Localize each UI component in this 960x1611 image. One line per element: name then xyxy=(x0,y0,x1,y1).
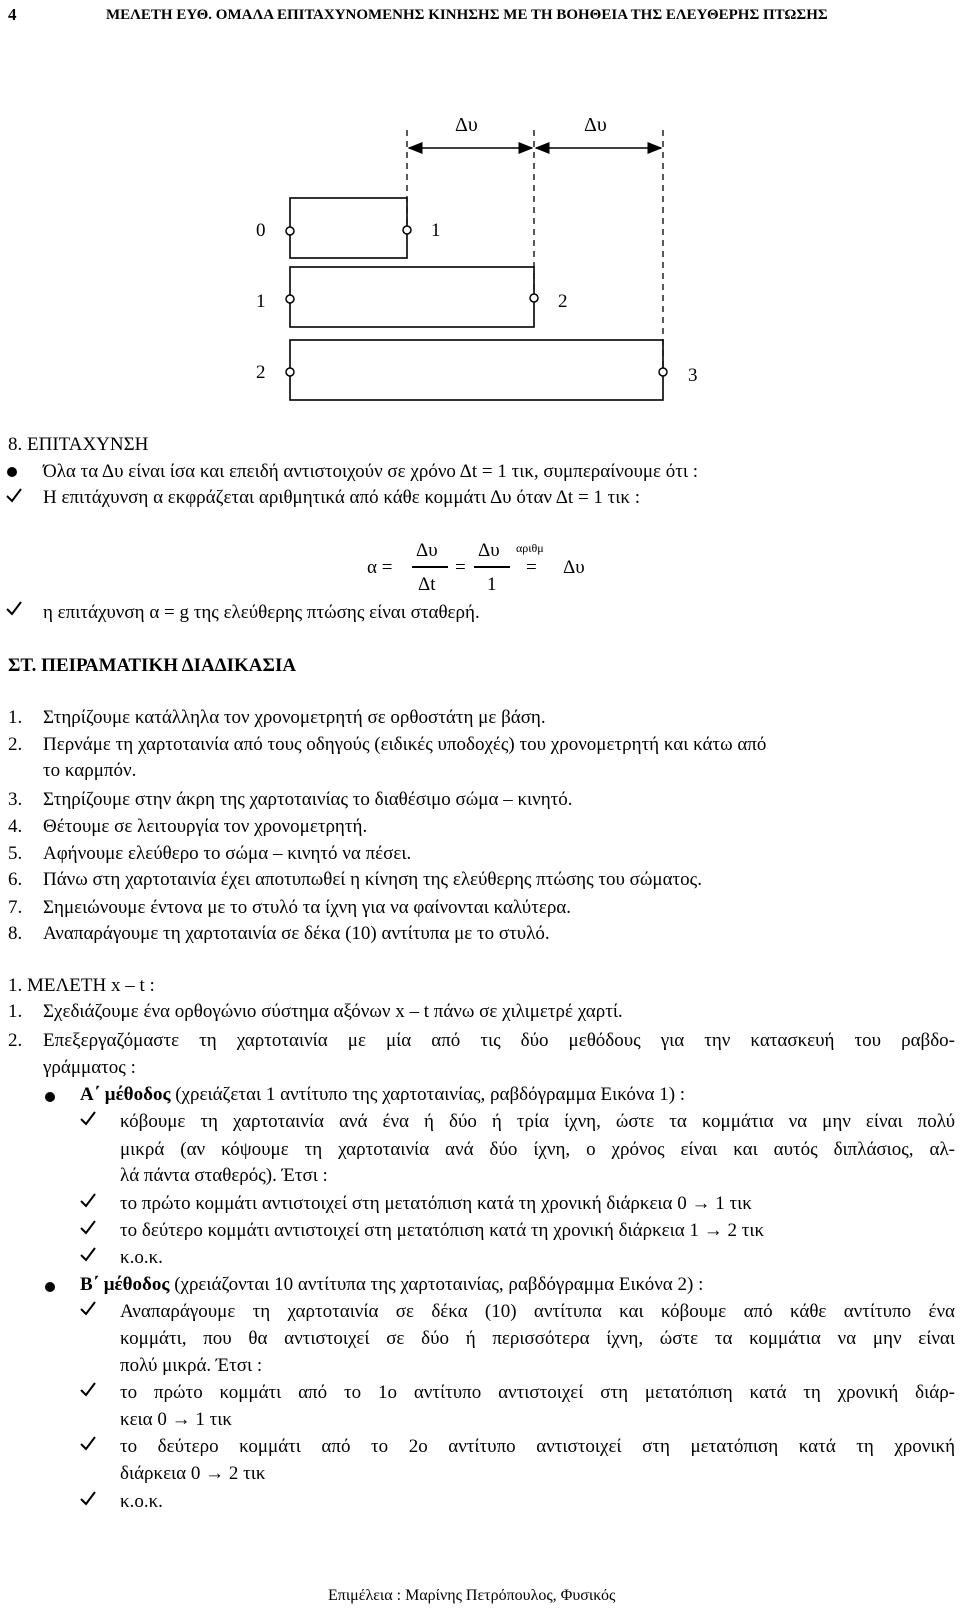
method-b-title: Β΄ μέθοδος xyxy=(80,1274,170,1295)
section-heading: ΣΤ. ΠΕΙΡΑΜΑΤΙΚΗ ΔΙΑΔΙΚΑΣΙΑ xyxy=(8,655,297,676)
method-a-text: το δεύτερο κομμάτι αντιστοιχεί στη μετατόπιση κατά τη χρονική διάρκεια 1 → 2 τικ xyxy=(120,1220,765,1241)
tape-diagram xyxy=(0,0,960,410)
step-text: Σημειώνουμε έντονα με το στυλό τα ίχνη για να φαίνονται καλύτερα. xyxy=(43,897,572,918)
item-number: 2. xyxy=(8,1030,23,1051)
formula-eq-label: αριθμ xyxy=(516,541,544,555)
tape-piece-3 xyxy=(290,340,663,400)
page-number: 4 xyxy=(8,5,17,24)
method-b-text: πολύ μικρά. Έτσι : xyxy=(120,1355,263,1376)
step-text: Στηρίζουμε στην άκρη της χαρτοταινίας το διαθέσιμο σώμα – κινητό. xyxy=(43,789,573,810)
tick-mark xyxy=(286,227,294,235)
method-b-text: Αναπαράγουμε τη χαρτοταινία σε δέκα (10) αντίτυπα και κόβουμε από κάθε αντίτυπο ένα xyxy=(120,1301,955,1322)
step-number: 6. xyxy=(8,869,23,890)
check-icon xyxy=(80,1490,96,1506)
check-icon xyxy=(80,1300,96,1316)
section-heading: 8. ΕΠΙΤΑΧΥΝΣΗ xyxy=(8,434,149,455)
delta-label: Δυ xyxy=(584,114,607,136)
paragraph: Η επιτάχυνση α εκφράζεται αριθμητικά από κάθε κομμάτι Δυ όταν Δt = 1 τικ : xyxy=(43,487,641,508)
method-b-text: το πρώτο κομμάτι από το 1ο αντίτυπο αντιστοιχεί στη μετατόπιση κατά τη χρονική διάρ- xyxy=(120,1382,955,1403)
item-number: 1. xyxy=(8,1001,23,1022)
method-a-text: μικρά (αν κόψουμε τη χαρτοταινία ανά δύο ίχνη, ο χρόνος είναι και αυτός διπλάσιος, αλ- xyxy=(120,1139,955,1160)
step-text: Στηρίζουμε κατάλληλα τον χρονομετρητή σε ορθοστάτη με βάση. xyxy=(43,707,546,728)
bullet-icon xyxy=(45,1282,55,1292)
method-b-text: το δεύτερο κομμάτι από το 2ο αντίτυπο αντιστοιχεί στη μετατόπιση κατά τη χρονική xyxy=(120,1436,955,1457)
formula-rhs: Δυ xyxy=(563,557,585,578)
step-text: Περνάμε τη χαρτοταινία από τους οδηγούς (ειδικές υποδοχές) του χρονομετρητή και κάτω από xyxy=(43,734,767,755)
method-a-desc: (χρειάζεται 1 αντίτυπο της χαρτοταινίας, ραβδόγραμμα Εικόνα 1) : xyxy=(170,1084,686,1105)
formula-numerator: Δυ xyxy=(478,540,500,561)
tape-label: 1 xyxy=(256,291,266,312)
check-icon xyxy=(80,1246,96,1262)
method-b-text: κομμάτι, που θα αντιστοιχεί σε δύο ή περισσότερα ίχνη, ώστε τα κομμάτια να μην είναι xyxy=(120,1328,955,1349)
method-a-text: λά πάντα σταθερός). Έτσι : xyxy=(120,1165,328,1186)
fraction-bar xyxy=(474,566,510,568)
tape-label: 0 xyxy=(256,220,266,241)
tape-label: 3 xyxy=(688,365,698,386)
page-footer: Επιμέλεια : Μαρίνης Πετρόπουλος, Φυσικός xyxy=(328,1587,616,1604)
step-text: Αφήνουμε ελεύθερο το σώμα – κινητό να πέσει. xyxy=(43,843,412,864)
step-number: 1. xyxy=(8,707,23,728)
check-icon xyxy=(80,1435,96,1451)
step-text: Αναπαράγουμε τη χαρτοταινία σε δέκα (10) αντίτυπα με το στυλό. xyxy=(43,923,550,944)
step-text: Πάνω στη χαρτοταινία έχει αποτυπωθεί η κίνηση της ελεύθερης πτώσης του σώματος. xyxy=(43,869,702,890)
check-icon xyxy=(80,1381,96,1397)
tick-mark xyxy=(659,368,667,376)
step-number: 2. xyxy=(8,734,23,755)
formula-denominator: 1 xyxy=(487,574,497,595)
method-a-heading xyxy=(80,1083,685,1106)
check-icon xyxy=(6,487,22,503)
item-text: Επεξεργαζόμαστε τη χαρτοταινία με μία από τις δύο μεθόδους για την κατασκευή του ραβδο- xyxy=(43,1030,955,1051)
check-icon xyxy=(80,1192,96,1208)
method-a-text: κόβουμε τη χαρτοταινία ανά ένα ή δύο ή τρία ίχνη, ώστε τα κομμάτια να μην είναι πολύ xyxy=(120,1111,955,1132)
tape-label: 2 xyxy=(558,291,568,312)
page-header-title: ΜΕΛΕΤΗ ΕΥΘ. ΟΜΑΛΑ ΕΠΙΤΑΧΥΝΟΜΕΝΗΣ ΚΙΝΗΣΗΣ ΜΕ ΤΗ ΒΟΗΘΕΙΑ ΤΗΣ ΕΛΕΥΘΕΡΗΣ ΠΤΩΣΗΣ xyxy=(106,7,828,23)
fraction-bar xyxy=(412,566,448,568)
item-text: Σχεδιάζουμε ένα ορθογώνιο σύστημα αξόνων x – t πάνω σε χιλιμετρέ χαρτί. xyxy=(43,1001,623,1022)
check-icon xyxy=(80,1219,96,1235)
step-text: το καρμπόν. xyxy=(43,760,137,781)
paragraph: η επιτάχυνση α = g της ελεύθερης πτώσης είναι σταθερή. xyxy=(43,602,480,623)
tape-label: 1 xyxy=(431,220,441,241)
step-text: Θέτουμε σε λειτουργία τον χρονομετρητή. xyxy=(43,816,368,837)
formula-denominator: Δt xyxy=(418,574,436,595)
step-number: 4. xyxy=(8,816,23,837)
delta-label: Δυ xyxy=(455,114,478,136)
formula-equals: = xyxy=(455,557,466,578)
method-b-text: κεια 0 → 1 τικ xyxy=(120,1409,232,1430)
step-number: 3. xyxy=(8,789,23,810)
formula-lhs: α = xyxy=(367,557,393,578)
item-text: γράμματος : xyxy=(43,1057,136,1078)
tape-label: 2 xyxy=(256,362,266,383)
step-number: 7. xyxy=(8,897,23,918)
tape-piece-1 xyxy=(290,198,407,258)
tick-mark xyxy=(530,294,538,302)
check-icon xyxy=(80,1110,96,1126)
method-b-desc: (χρειάζονται 10 αντίτυπα της χαρτοταινίας, ραβδόγραμμα Εικόνα 2) : xyxy=(169,1274,704,1295)
method-a-text: το πρώτο κομμάτι αντιστοιχεί στη μετατόπιση κατά τη χρονική διάρκεια 0 → 1 τικ xyxy=(120,1193,752,1214)
tick-mark xyxy=(403,226,411,234)
method-a-title: Α΄ μέθοδος xyxy=(80,1084,171,1105)
check-icon xyxy=(6,600,22,616)
paragraph: Όλα τα Δυ είναι ίσα και επειδή αντιστοιχούν σε χρόνο Δt = 1 τικ, συμπεραίνουμε ότι : xyxy=(43,461,699,482)
tape-piece-2 xyxy=(290,267,534,327)
tick-mark xyxy=(286,295,294,303)
step-number: 8. xyxy=(8,923,23,944)
method-b-heading xyxy=(80,1273,703,1296)
formula-numerator: Δυ xyxy=(416,540,438,561)
tick-mark xyxy=(286,368,294,376)
method-b-text: κ.ο.κ. xyxy=(120,1491,163,1512)
section-heading: 1. ΜΕΛΕΤΗ x – t : xyxy=(8,975,155,996)
bullet-icon xyxy=(7,467,17,477)
method-a-text: κ.ο.κ. xyxy=(120,1247,163,1268)
step-number: 5. xyxy=(8,843,23,864)
method-b-text: διάρκεια 0 → 2 τικ xyxy=(120,1463,266,1484)
bullet-icon xyxy=(45,1092,55,1102)
formula-equals: = xyxy=(526,557,537,578)
